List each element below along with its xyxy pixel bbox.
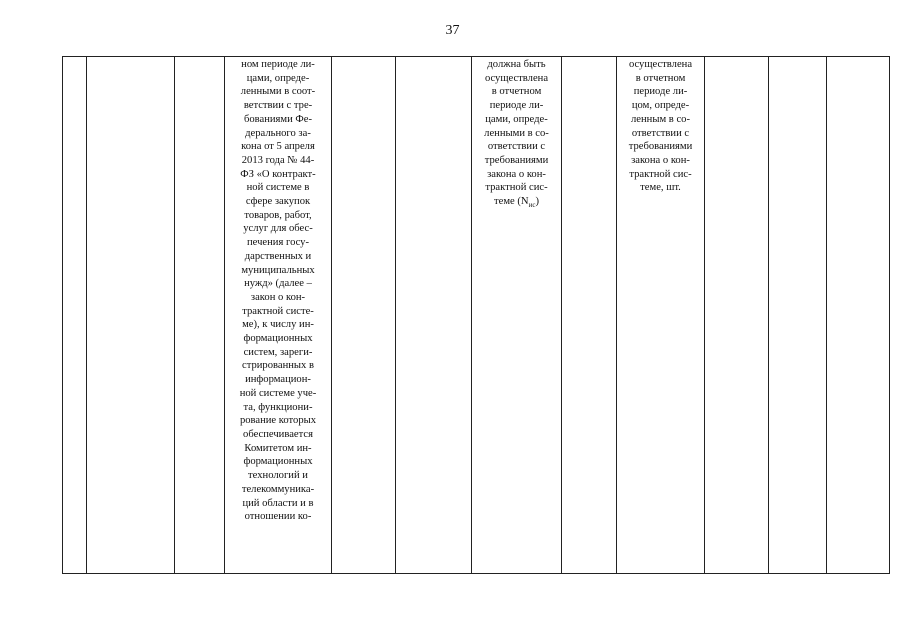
cell-text-criteria: ном периоде ли- цами, опреде- ленными в соот- ветствии с тре- бованиями Фе- дерального за- кона от 5 апреля 2013 года № 44- ФЗ «О контракт- ной системе в сфере закупок товаров, работ, услуг для обес- печения госу- дарственных и муниципальных нужд» (далее – закон о кон- трактной систе- ме), к числу ин- формационных систем, зареги- стрированных в информацион- ной системе уче- та, функциони- рование которых обеспечивается Комитетом ин- формационных технологий и телекоммуника- ций области и в отношении ко- (239, 59, 317, 523)
cell-text-required-suffix: ) (535, 196, 539, 208)
table-cell-10 (705, 57, 769, 574)
table-row (63, 57, 890, 574)
table-cell-8 (562, 57, 617, 574)
cell-text-required-main: должна быть осуществлена в отчетном периоде ли- цами, опреде- ленными в со- ответствии с требованиями закона о кон- трактной сис- теме (N (484, 59, 549, 208)
table-cell-5 (332, 57, 396, 574)
table-cell-12 (827, 57, 890, 574)
table-cell-2 (87, 57, 175, 574)
table-cell-3 (175, 57, 225, 574)
table-cell-1 (63, 57, 87, 574)
table-cell-11 (769, 57, 827, 574)
table-cell-9 (617, 57, 705, 574)
subscript-is: ис (528, 201, 536, 210)
cell-text-required-count (472, 57, 561, 209)
table-cell-7 (472, 57, 562, 574)
table-cell-6 (396, 57, 472, 574)
cell-text-performed-count: осуществлена в отчетном периоде ли- цом, опреде- ленным в со- ответствии с требованиями закона о кон- трактной сис- теме, шт. (628, 59, 693, 194)
page-number: 37 (445, 23, 460, 38)
data-table (62, 56, 890, 574)
table-cell-4 (225, 57, 332, 574)
